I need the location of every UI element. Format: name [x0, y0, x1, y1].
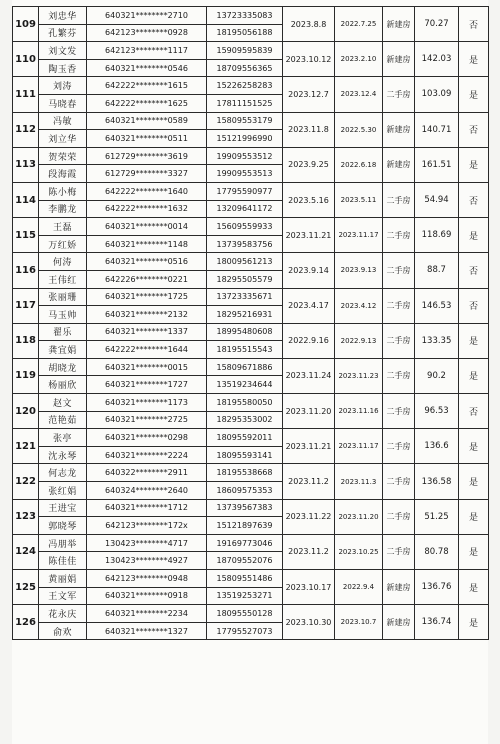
application-date: 2023.12.7: [283, 77, 335, 112]
record-number: 118: [13, 323, 39, 358]
table-row: [13, 218, 489, 236]
co-applicant-name: 王文军: [39, 587, 87, 605]
application-date: 2023.9.14: [283, 253, 335, 288]
yes-no-flag: 是: [459, 570, 489, 605]
applicant-name: 张丽珊: [39, 288, 87, 306]
yes-no-flag: 是: [459, 147, 489, 182]
yes-no-flag: 否: [459, 7, 489, 42]
house-type: 新建房: [383, 112, 415, 147]
applicant-phone: 15609559933: [207, 218, 283, 236]
co-applicant-phone: 15121897639: [207, 517, 283, 535]
co-applicant-phone: 18709552076: [207, 552, 283, 570]
co-applicant-name: 范艳茹: [39, 411, 87, 429]
co-applicant-phone: 13209641172: [207, 200, 283, 218]
yes-no-flag: 否: [459, 182, 489, 217]
co-applicant-name: 陶玉香: [39, 59, 87, 77]
applicant-name: 张亭: [39, 429, 87, 447]
house-type: 二手房: [383, 77, 415, 112]
applicant-name: 翟乐: [39, 323, 87, 341]
record-number: 120: [13, 394, 39, 429]
co-applicant-id-number: 640321********0511: [87, 130, 207, 148]
yes-no-flag: 是: [459, 323, 489, 358]
applicant-phone: 18195538668: [207, 464, 283, 482]
applicant-id-number: 612729********3619: [87, 147, 207, 165]
co-applicant-name: 俞欢: [39, 622, 87, 640]
co-applicant-id-number: 640321********2725: [87, 411, 207, 429]
co-applicant-id-number: 642222********1625: [87, 94, 207, 112]
co-applicant-id-number: 640321********1327: [87, 622, 207, 640]
co-applicant-id-number: 640321********2132: [87, 306, 207, 324]
record-number: 111: [13, 77, 39, 112]
applicant-name: 贺荣荣: [39, 147, 87, 165]
record-number: 116: [13, 253, 39, 288]
table-row: [13, 499, 489, 517]
co-applicant-phone: 18609575353: [207, 482, 283, 500]
co-applicant-phone: 17795527073: [207, 622, 283, 640]
house-type: 二手房: [383, 499, 415, 534]
applicant-phone: 13723335083: [207, 7, 283, 25]
floor-area: 136.76: [415, 570, 459, 605]
yes-no-flag: 是: [459, 605, 489, 640]
table-row: [13, 77, 489, 95]
table-body: [13, 7, 489, 640]
yes-no-flag: 是: [459, 534, 489, 569]
applicant-name: 刘涛: [39, 77, 87, 95]
house-type: 二手房: [383, 394, 415, 429]
floor-area: 96.53: [415, 394, 459, 429]
table-row: [13, 394, 489, 412]
yes-no-flag: 是: [459, 42, 489, 77]
purchase-date: 2023.10.7: [335, 605, 383, 640]
co-applicant-name: 段海霞: [39, 165, 87, 183]
record-number: 125: [13, 570, 39, 605]
applicant-id-number: 642123********0948: [87, 570, 207, 588]
floor-area: 161.51: [415, 147, 459, 182]
applicant-phone: 19169773046: [207, 534, 283, 552]
yes-no-flag: 是: [459, 358, 489, 393]
house-type: 二手房: [383, 429, 415, 464]
application-date: 2023.10.30: [283, 605, 335, 640]
purchase-date: 2022.9.13: [335, 323, 383, 358]
house-type: 新建房: [383, 570, 415, 605]
yes-no-flag: 是: [459, 464, 489, 499]
house-type: 二手房: [383, 323, 415, 358]
record-number: 121: [13, 429, 39, 464]
record-number: 113: [13, 147, 39, 182]
co-applicant-id-number: 130423********4927: [87, 552, 207, 570]
applicant-phone: 13723335671: [207, 288, 283, 306]
house-type: 二手房: [383, 218, 415, 253]
application-date: 2023.10.12: [283, 42, 335, 77]
co-applicant-id-number: 640321********0918: [87, 587, 207, 605]
co-applicant-id-number: 642123********172x: [87, 517, 207, 535]
yes-no-flag: 是: [459, 218, 489, 253]
application-date: 2023.4.17: [283, 288, 335, 323]
applicant-name: 花永庆: [39, 605, 87, 623]
record-number: 123: [13, 499, 39, 534]
purchase-date: 2023.9.13: [335, 253, 383, 288]
house-type: 二手房: [383, 464, 415, 499]
floor-area: 118.69: [415, 218, 459, 253]
purchase-date: 2022.9.4: [335, 570, 383, 605]
purchase-date: 2022.5.30: [335, 112, 383, 147]
house-type: 二手房: [383, 288, 415, 323]
record-number: 110: [13, 42, 39, 77]
yes-no-flag: 否: [459, 394, 489, 429]
house-type: 新建房: [383, 605, 415, 640]
co-applicant-name: 沈永琴: [39, 446, 87, 464]
table-row: [13, 429, 489, 447]
table-row: [13, 534, 489, 552]
document-page: [12, 0, 488, 744]
record-number: 126: [13, 605, 39, 640]
applicant-phone: 15809551486: [207, 570, 283, 588]
floor-area: 136.74: [415, 605, 459, 640]
co-applicant-name: 张红娟: [39, 482, 87, 500]
co-applicant-id-number: 640321********1727: [87, 376, 207, 394]
applicant-name: 王磊: [39, 218, 87, 236]
co-applicant-phone: 18295353002: [207, 411, 283, 429]
applicant-id-number: 640321********0014: [87, 218, 207, 236]
table-row: [13, 323, 489, 341]
floor-area: 146.53: [415, 288, 459, 323]
co-applicant-id-number: 642222********1632: [87, 200, 207, 218]
co-applicant-name: 杨丽欣: [39, 376, 87, 394]
purchase-date: 2023.10.25: [335, 534, 383, 569]
application-date: 2023.11.2: [283, 534, 335, 569]
purchase-date: 2023.11.16: [335, 394, 383, 429]
co-applicant-id-number: 640324********2640: [87, 482, 207, 500]
applicant-id-number: 642222********1640: [87, 182, 207, 200]
applicant-id-number: 640321********1712: [87, 499, 207, 517]
applicant-name: 何涛: [39, 253, 87, 271]
applicant-name: 赵文: [39, 394, 87, 412]
application-date: 2023.10.17: [283, 570, 335, 605]
co-applicant-id-number: 640321********1148: [87, 235, 207, 253]
applicant-phone: 17795590977: [207, 182, 283, 200]
applicant-name: 何志龙: [39, 464, 87, 482]
purchase-date: 2023.2.10: [335, 42, 383, 77]
applicant-id-number: 640321********0015: [87, 358, 207, 376]
table-row: [13, 147, 489, 165]
application-date: 2023.11.21: [283, 218, 335, 253]
co-applicant-phone: 18709556365: [207, 59, 283, 77]
yes-no-flag: 否: [459, 288, 489, 323]
application-date: 2023.11.20: [283, 394, 335, 429]
applicant-id-number: 640321********1173: [87, 394, 207, 412]
co-applicant-name: 马晓春: [39, 94, 87, 112]
applicant-phone: 18009561213: [207, 253, 283, 271]
applicant-id-number: 640321********1337: [87, 323, 207, 341]
applicant-id-number: 640322********2911: [87, 464, 207, 482]
purchase-date: 2023.11.17: [335, 429, 383, 464]
record-number: 122: [13, 464, 39, 499]
table-row: [13, 570, 489, 588]
applicant-name: 王进宝: [39, 499, 87, 517]
house-type: 新建房: [383, 7, 415, 42]
floor-area: 70.27: [415, 7, 459, 42]
record-number: 124: [13, 534, 39, 569]
floor-area: 51.25: [415, 499, 459, 534]
purchase-date: 2022.7.25: [335, 7, 383, 42]
record-number: 109: [13, 7, 39, 42]
applicant-name: 冯朋举: [39, 534, 87, 552]
co-applicant-phone: 18195515543: [207, 341, 283, 359]
yes-no-flag: 否: [459, 253, 489, 288]
yes-no-flag: 否: [459, 112, 489, 147]
applicant-phone: 15909595839: [207, 42, 283, 60]
record-number: 114: [13, 182, 39, 217]
application-date: 2023.5.16: [283, 182, 335, 217]
co-applicant-phone: 13519253271: [207, 587, 283, 605]
applicant-id-number: 640321********1725: [87, 288, 207, 306]
applicant-id-number: 640321********0516: [87, 253, 207, 271]
application-date: 2023.9.25: [283, 147, 335, 182]
co-applicant-id-number: 642123********0928: [87, 24, 207, 42]
applicant-phone: 18195580050: [207, 394, 283, 412]
applicant-name: 黄丽娟: [39, 570, 87, 588]
applicant-id-number: 130423********4717: [87, 534, 207, 552]
co-applicant-name: 陈佳佳: [39, 552, 87, 570]
floor-area: 90.2: [415, 358, 459, 393]
table-row: [13, 42, 489, 60]
table-row: [13, 288, 489, 306]
co-applicant-name: 马玉帅: [39, 306, 87, 324]
co-applicant-phone: 18195056188: [207, 24, 283, 42]
applicant-id-number: 640321********2710: [87, 7, 207, 25]
co-applicant-phone: 18095593141: [207, 446, 283, 464]
application-date: 2023.11.22: [283, 499, 335, 534]
yes-no-flag: 是: [459, 499, 489, 534]
co-applicant-name: 李鹏龙: [39, 200, 87, 218]
applicant-phone: 18995480608: [207, 323, 283, 341]
application-date: 2022.9.16: [283, 323, 335, 358]
yes-no-flag: 是: [459, 77, 489, 112]
co-applicant-phone: 13739583756: [207, 235, 283, 253]
applicant-name: 陈小梅: [39, 182, 87, 200]
applicant-name: 胡晓龙: [39, 358, 87, 376]
floor-area: 80.78: [415, 534, 459, 569]
applicant-id-number: 642123********1117: [87, 42, 207, 60]
applicant-id-number: 642222********1615: [87, 77, 207, 95]
applicant-name: 刘忠华: [39, 7, 87, 25]
co-applicant-id-number: 612729********3327: [87, 165, 207, 183]
table-row: [13, 112, 489, 130]
floor-area: 133.35: [415, 323, 459, 358]
applicant-phone: 18095592011: [207, 429, 283, 447]
floor-area: 140.71: [415, 112, 459, 147]
co-applicant-name: 刘立华: [39, 130, 87, 148]
house-type: 新建房: [383, 147, 415, 182]
purchase-date: 2023.11.20: [335, 499, 383, 534]
purchase-date: 2023.12.4: [335, 77, 383, 112]
application-date: 2023.8.8: [283, 7, 335, 42]
co-applicant-name: 万红娇: [39, 235, 87, 253]
house-type: 二手房: [383, 253, 415, 288]
co-applicant-phone: 15121996990: [207, 130, 283, 148]
applicant-phone: 15809671886: [207, 358, 283, 376]
purchase-date: 2023.11.17: [335, 218, 383, 253]
co-applicant-phone: 17811151525: [207, 94, 283, 112]
applicant-name: 刘文发: [39, 42, 87, 60]
applicant-phone: 15809553179: [207, 112, 283, 130]
record-number: 117: [13, 288, 39, 323]
applicant-phone: 18095550128: [207, 605, 283, 623]
application-date: 2023.11.21: [283, 429, 335, 464]
floor-area: 136.6: [415, 429, 459, 464]
floor-area: 136.58: [415, 464, 459, 499]
table-row: [13, 464, 489, 482]
application-date: 2023.11.8: [283, 112, 335, 147]
applicant-phone: 15226258283: [207, 77, 283, 95]
table-row: [13, 7, 489, 25]
floor-area: 54.94: [415, 182, 459, 217]
table-row: [13, 358, 489, 376]
co-applicant-name: 龚宜娟: [39, 341, 87, 359]
house-type: 二手房: [383, 182, 415, 217]
applicant-phone: 19909553512: [207, 147, 283, 165]
co-applicant-phone: 13519234644: [207, 376, 283, 394]
applicant-id-number: 640321********2234: [87, 605, 207, 623]
subsidy-records-table: [12, 6, 489, 640]
co-applicant-name: 郭晓琴: [39, 517, 87, 535]
purchase-date: 2023.11.3: [335, 464, 383, 499]
house-type: 新建房: [383, 42, 415, 77]
purchase-date: 2023.4.12: [335, 288, 383, 323]
application-date: 2023.11.24: [283, 358, 335, 393]
house-type: 二手房: [383, 534, 415, 569]
applicant-name: 冯敏: [39, 112, 87, 130]
co-applicant-phone: 18295216931: [207, 306, 283, 324]
table-row: [13, 253, 489, 271]
application-date: 2023.11.2: [283, 464, 335, 499]
floor-area: 88.7: [415, 253, 459, 288]
co-applicant-id-number: 642226********0221: [87, 270, 207, 288]
co-applicant-id-number: 640321********2224: [87, 446, 207, 464]
floor-area: 103.09: [415, 77, 459, 112]
applicant-id-number: 640321********0298: [87, 429, 207, 447]
house-type: 二手房: [383, 358, 415, 393]
co-applicant-id-number: 640321********0546: [87, 59, 207, 77]
applicant-phone: 13739567383: [207, 499, 283, 517]
purchase-date: 2023.5.11: [335, 182, 383, 217]
record-number: 115: [13, 218, 39, 253]
table-row: [13, 182, 489, 200]
co-applicant-phone: 19909553513: [207, 165, 283, 183]
purchase-date: 2023.11.23: [335, 358, 383, 393]
purchase-date: 2022.6.18: [335, 147, 383, 182]
table-row: [13, 605, 489, 623]
co-applicant-name: 王伟红: [39, 270, 87, 288]
record-number: 112: [13, 112, 39, 147]
co-applicant-phone: 18295505579: [207, 270, 283, 288]
record-number: 119: [13, 358, 39, 393]
co-applicant-id-number: 642222********1644: [87, 341, 207, 359]
applicant-id-number: 640321********0589: [87, 112, 207, 130]
co-applicant-name: 孔繁芬: [39, 24, 87, 42]
floor-area: 142.03: [415, 42, 459, 77]
yes-no-flag: 是: [459, 429, 489, 464]
